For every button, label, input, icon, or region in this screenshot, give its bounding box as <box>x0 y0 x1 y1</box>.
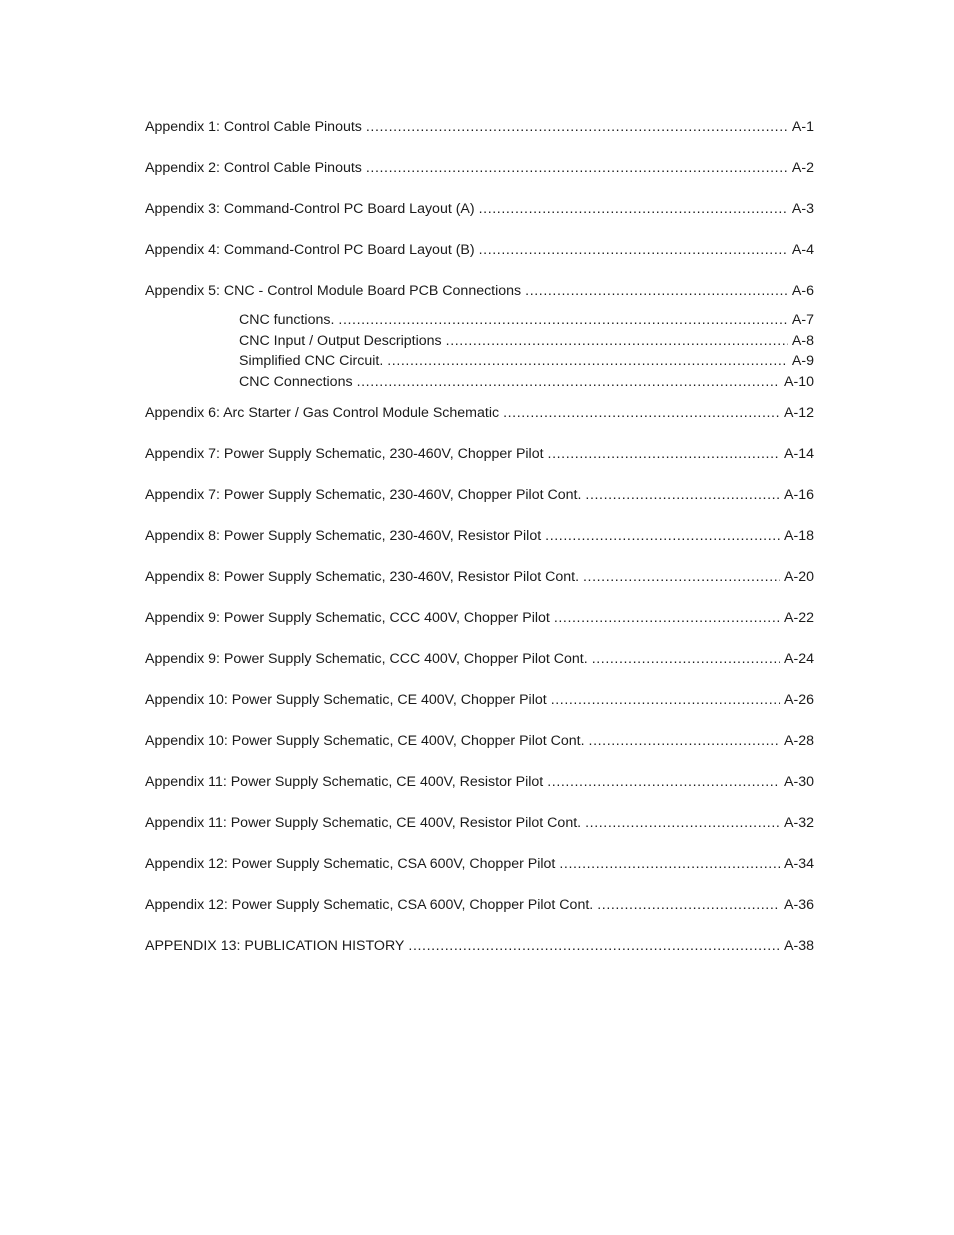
toc-page-number: A-22 <box>784 609 814 626</box>
toc-page-number: A-16 <box>784 486 814 503</box>
toc-entry-title: Appendix 1: Control Cable Pinouts <box>145 119 362 135</box>
toc-page-number: A-32 <box>784 814 814 831</box>
toc-page-number: A-30 <box>784 773 814 790</box>
toc-entry-title: Appendix 7: Power Supply Schematic, 230-460V, Chopper Pilot <box>145 445 544 462</box>
toc-entry-title: Appendix 8: Power Supply Schematic, 230-460V, Resistor Pilot <box>145 527 542 544</box>
dot-leader <box>503 403 780 423</box>
toc-entry[interactable] <box>145 854 814 874</box>
dot-leader <box>559 854 780 874</box>
toc-page-number: A-3 <box>791 201 814 217</box>
dot-leader <box>387 351 788 371</box>
dot-leader <box>479 199 788 219</box>
toc-subentry[interactable] <box>239 310 814 330</box>
toc-entry-title: Appendix 12: Power Supply Schematic, CSA 600V, Chopper Pilot Cont. <box>145 896 594 913</box>
toc-page-number: A-36 <box>784 896 814 913</box>
toc-entry[interactable] <box>145 936 814 956</box>
toc-subentry[interactable] <box>239 331 814 351</box>
toc-entry-title: Appendix 9: Power Supply Schematic, CCC 400V, Chopper Pilot Cont. <box>145 650 588 667</box>
toc-page-number: A-18 <box>784 527 814 544</box>
toc-page-number: A-26 <box>784 691 814 708</box>
toc-entry[interactable] <box>145 772 814 792</box>
toc-entry[interactable] <box>145 608 814 628</box>
dot-leader <box>551 690 780 710</box>
toc-subentry[interactable] <box>239 372 814 392</box>
dot-leader <box>547 772 780 792</box>
dot-leader <box>548 444 780 464</box>
toc-entry[interactable] <box>145 199 814 219</box>
toc-entry-title: Appendix 10: Power Supply Schematic, CE 400V, Chopper Pilot Cont. <box>145 732 585 749</box>
toc-page-number: A-12 <box>784 404 814 421</box>
toc-entry-title: Appendix 12: Power Supply Schematic, CSA 600V, Chopper Pilot <box>145 855 556 872</box>
dot-leader <box>592 649 780 669</box>
toc-entry-title: Appendix 10: Power Supply Schematic, CE 400V, Chopper Pilot <box>145 691 547 708</box>
dot-leader <box>366 117 788 137</box>
toc-entry-title: Appendix 11: Power Supply Schematic, CE 400V, Resistor Pilot Cont. <box>145 814 582 831</box>
toc-entry-title: Appendix 7: Power Supply Schematic, 230-460V, Chopper Pilot Cont. <box>145 486 582 503</box>
toc-subentry[interactable] <box>239 351 814 371</box>
toc-entry-title: Appendix 8: Power Supply Schematic, 230-460V, Resistor Pilot Cont. <box>145 568 580 585</box>
toc-page-number: A-2 <box>791 160 814 176</box>
toc-entry[interactable] <box>145 690 814 710</box>
dot-leader <box>446 331 788 351</box>
toc-page-number: A-4 <box>791 242 814 258</box>
toc-page-number: A-10 <box>784 373 814 390</box>
toc-entry[interactable] <box>145 240 814 260</box>
toc-entry[interactable] <box>145 649 814 669</box>
toc-page-number: A-6 <box>791 283 814 299</box>
dot-leader <box>479 240 788 260</box>
dot-leader <box>366 158 788 178</box>
toc-entry[interactable] <box>145 485 814 505</box>
dot-leader <box>585 813 780 833</box>
dot-leader <box>583 567 780 587</box>
dot-leader <box>589 731 780 751</box>
toc-entry[interactable] <box>145 403 814 423</box>
toc-page-number: A-14 <box>784 445 814 462</box>
toc-entry[interactable] <box>145 526 814 546</box>
toc-entry-title: APPENDIX 13: PUBLICATION HISTORY <box>145 937 405 954</box>
toc-entry[interactable] <box>145 444 814 464</box>
table-of-contents <box>145 117 814 977</box>
toc-entry-title: CNC Input / Output Descriptions <box>239 332 442 349</box>
toc-entry[interactable] <box>145 158 814 178</box>
dot-leader <box>585 485 780 505</box>
toc-entry-title: Appendix 3: Command-Control PC Board Layout (A) <box>145 201 475 217</box>
dot-leader <box>357 372 780 392</box>
toc-entry-title: CNC Connections <box>239 373 353 390</box>
toc-page-number: A-24 <box>784 650 814 667</box>
toc-page-number: A-9 <box>791 353 814 370</box>
dot-leader <box>597 895 780 915</box>
toc-entry-title: Appendix 4: Command-Control PC Board Layout (B) <box>145 242 475 258</box>
dot-leader <box>408 936 780 956</box>
toc-entry[interactable] <box>145 813 814 833</box>
dot-leader <box>554 608 780 628</box>
toc-page-number: A-7 <box>791 312 814 328</box>
toc-entry[interactable] <box>145 117 814 137</box>
toc-entry-title: CNC functions. <box>239 312 335 328</box>
toc-entry-title: Appendix 9: Power Supply Schematic, CCC 400V, Chopper Pilot <box>145 609 550 626</box>
toc-page-number: A-38 <box>784 937 814 954</box>
toc-entry-title: Simplified CNC Circuit. <box>239 353 384 370</box>
toc-page-number: A-1 <box>791 119 814 135</box>
dot-leader <box>525 281 788 301</box>
toc-entry[interactable] <box>145 895 814 915</box>
dot-leader <box>545 526 780 546</box>
toc-entry-title: Appendix 5: CNC - Control Module Board PCB Connections <box>145 283 522 299</box>
toc-entry[interactable] <box>145 567 814 587</box>
toc-entry-title: Appendix 2: Control Cable Pinouts <box>145 160 362 176</box>
toc-entry-title: Appendix 6: Arc Starter / Gas Control Module Schematic <box>145 404 500 421</box>
toc-page-number: A-28 <box>784 732 814 749</box>
toc-page-number: A-34 <box>784 855 814 872</box>
toc-entry[interactable] <box>145 281 814 301</box>
toc-page-number: A-20 <box>784 568 814 585</box>
toc-page-number: A-8 <box>791 332 814 349</box>
toc-entry-title: Appendix 11: Power Supply Schematic, CE 400V, Resistor Pilot <box>145 773 544 790</box>
dot-leader <box>338 310 788 330</box>
toc-entry[interactable] <box>145 731 814 751</box>
